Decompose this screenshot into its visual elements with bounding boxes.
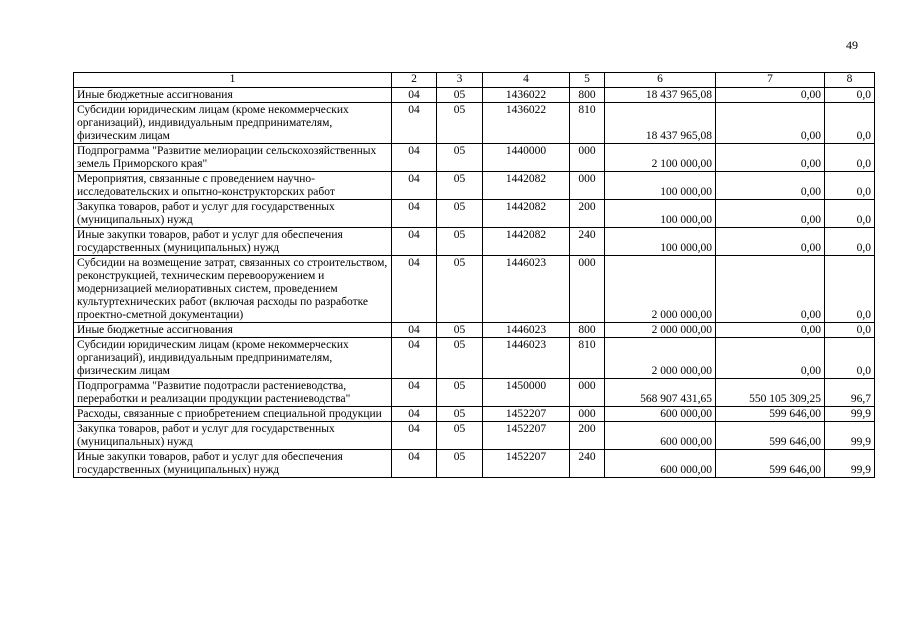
- expense-type-code: 240: [570, 450, 605, 478]
- table-row: [74, 200, 875, 228]
- subsection-code: 05: [437, 200, 483, 228]
- table-row: [74, 103, 875, 144]
- row-name: Мероприятия, связанные с проведением научно-исследовательских и опытно-конструкторских работ: [74, 172, 392, 200]
- section-code: 04: [392, 422, 437, 450]
- row-name: Расходы, связанные с приобретением специальной продукции: [74, 407, 392, 422]
- subsection-code: 05: [437, 172, 483, 200]
- column-header-5: 5: [570, 73, 605, 88]
- target-article-code: 1446023: [483, 338, 570, 379]
- target-article-code: 1442082: [483, 200, 570, 228]
- subsection-code: 05: [437, 228, 483, 256]
- section-code: 04: [392, 256, 437, 323]
- target-article-code: 1446023: [483, 323, 570, 338]
- table-row: [74, 379, 875, 407]
- table-row: [74, 88, 875, 103]
- execution-percent: 99,9: [825, 407, 875, 422]
- planned-amount: 100 000,00: [605, 200, 716, 228]
- executed-amount: 0,00: [716, 323, 825, 338]
- row-name: Иные закупки товаров, работ и услуг для обеспечения государственных (муниципальных) нужд: [74, 450, 392, 478]
- planned-amount: 2 000 000,00: [605, 256, 716, 323]
- expense-type-code: 810: [570, 103, 605, 144]
- expense-type-code: 000: [570, 172, 605, 200]
- section-code: 04: [392, 323, 437, 338]
- table-row: [74, 323, 875, 338]
- row-name: Подпрограмма "Развитие подотрасли растениеводства, переработки и реализации продукции растениеводства": [74, 379, 392, 407]
- header-row: [74, 73, 875, 88]
- subsection-code: 05: [437, 323, 483, 338]
- section-code: 04: [392, 407, 437, 422]
- executed-amount: 550 105 309,25: [716, 379, 825, 407]
- executed-amount: 0,00: [716, 200, 825, 228]
- column-header-7: 7: [716, 73, 825, 88]
- expense-type-code: 000: [570, 379, 605, 407]
- subsection-code: 05: [437, 407, 483, 422]
- section-code: 04: [392, 450, 437, 478]
- execution-percent: 0,0: [825, 88, 875, 103]
- section-code: 04: [392, 200, 437, 228]
- execution-percent: 0,0: [825, 256, 875, 323]
- row-name: Иные закупки товаров, работ и услуг для обеспечения государственных (муниципальных) нужд: [74, 228, 392, 256]
- executed-amount: 0,00: [716, 144, 825, 172]
- executed-amount: 0,00: [716, 256, 825, 323]
- target-article-code: 1452207: [483, 450, 570, 478]
- expense-type-code: 000: [570, 144, 605, 172]
- expense-type-code: 800: [570, 323, 605, 338]
- planned-amount: 18 437 965,08: [605, 103, 716, 144]
- column-header-1: 1: [74, 73, 392, 88]
- target-article-code: 1452207: [483, 422, 570, 450]
- expense-type-code: 240: [570, 228, 605, 256]
- section-code: 04: [392, 172, 437, 200]
- row-name: Подпрограмма "Развитие мелиорации сельскохозяйственных земель Приморского края": [74, 144, 392, 172]
- expense-type-code: 800: [570, 88, 605, 103]
- subsection-code: 05: [437, 144, 483, 172]
- planned-amount: 600 000,00: [605, 422, 716, 450]
- execution-percent: 0,0: [825, 144, 875, 172]
- planned-amount: 600 000,00: [605, 450, 716, 478]
- target-article-code: 1440000: [483, 144, 570, 172]
- planned-amount: 2 100 000,00: [605, 144, 716, 172]
- executed-amount: 599 646,00: [716, 450, 825, 478]
- page-number: 49: [846, 38, 858, 52]
- column-header-4: 4: [483, 73, 570, 88]
- subsection-code: 05: [437, 338, 483, 379]
- expense-type-code: 000: [570, 256, 605, 323]
- subsection-code: 05: [437, 88, 483, 103]
- execution-percent: 0,0: [825, 172, 875, 200]
- execution-percent: 0,0: [825, 200, 875, 228]
- table-row: [74, 407, 875, 422]
- target-article-code: 1442082: [483, 172, 570, 200]
- target-article-code: 1442082: [483, 228, 570, 256]
- expense-type-code: 000: [570, 407, 605, 422]
- executed-amount: 0,00: [716, 228, 825, 256]
- row-name: Закупка товаров, работ и услуг для государственных (муниципальных) нужд: [74, 422, 392, 450]
- execution-percent: 99,9: [825, 422, 875, 450]
- section-code: 04: [392, 144, 437, 172]
- table-row: [74, 144, 875, 172]
- executed-amount: 0,00: [716, 172, 825, 200]
- section-code: 04: [392, 88, 437, 103]
- execution-percent: 0,0: [825, 338, 875, 379]
- expense-type-code: 200: [570, 200, 605, 228]
- execution-percent: 0,0: [825, 228, 875, 256]
- planned-amount: 100 000,00: [605, 172, 716, 200]
- table-row: [74, 256, 875, 323]
- planned-amount: 568 907 431,65: [605, 379, 716, 407]
- column-header-8: 8: [825, 73, 875, 88]
- subsection-code: 05: [437, 379, 483, 407]
- table-row: [74, 450, 875, 478]
- executed-amount: 0,00: [716, 338, 825, 379]
- execution-percent: 96,7: [825, 379, 875, 407]
- table-row: [74, 172, 875, 200]
- column-header-2: 2: [392, 73, 437, 88]
- execution-percent: 0,0: [825, 103, 875, 144]
- planned-amount: 600 000,00: [605, 407, 716, 422]
- column-header-3: 3: [437, 73, 483, 88]
- table-row: [74, 338, 875, 379]
- executed-amount: 599 646,00: [716, 407, 825, 422]
- target-article-code: 1452207: [483, 407, 570, 422]
- row-name: Иные бюджетные ассигнования: [74, 323, 392, 338]
- row-name: Субсидии на возмещение затрат, связанных со строительством, реконструкцией, техническим перевооружением и модернизацией мелиоративных систем, проведением культуртехнических работ (включая расходы по разработке проектно-сметной документации): [74, 256, 392, 323]
- target-article-code: 1436022: [483, 88, 570, 103]
- expense-type-code: 200: [570, 422, 605, 450]
- section-code: 04: [392, 103, 437, 144]
- row-name: Закупка товаров, работ и услуг для государственных (муниципальных) нужд: [74, 200, 392, 228]
- target-article-code: 1450000: [483, 379, 570, 407]
- subsection-code: 05: [437, 422, 483, 450]
- subsection-code: 05: [437, 256, 483, 323]
- planned-amount: 2 000 000,00: [605, 323, 716, 338]
- column-header-6: 6: [605, 73, 716, 88]
- executed-amount: 599 646,00: [716, 422, 825, 450]
- table-row: [74, 228, 875, 256]
- planned-amount: 18 437 965,08: [605, 88, 716, 103]
- section-code: 04: [392, 379, 437, 407]
- execution-percent: 0,0: [825, 323, 875, 338]
- row-name: Иные бюджетные ассигнования: [74, 88, 392, 103]
- subsection-code: 05: [437, 450, 483, 478]
- subsection-code: 05: [437, 103, 483, 144]
- expense-type-code: 810: [570, 338, 605, 379]
- target-article-code: 1436022: [483, 103, 570, 144]
- planned-amount: 100 000,00: [605, 228, 716, 256]
- section-code: 04: [392, 338, 437, 379]
- executed-amount: 0,00: [716, 88, 825, 103]
- target-article-code: 1446023: [483, 256, 570, 323]
- execution-percent: 99,9: [825, 450, 875, 478]
- executed-amount: 0,00: [716, 103, 825, 144]
- row-name: Субсидии юридическим лицам (кроме некоммерческих организаций), индивидуальным предпринимателям, физическим лицам: [74, 103, 392, 144]
- table-row: [74, 422, 875, 450]
- row-name: Субсидии юридическим лицам (кроме некоммерческих организаций), индивидуальным предпринимателям, физическим лицам: [74, 338, 392, 379]
- planned-amount: 2 000 000,00: [605, 338, 716, 379]
- section-code: 04: [392, 228, 437, 256]
- budget-table: [73, 72, 875, 478]
